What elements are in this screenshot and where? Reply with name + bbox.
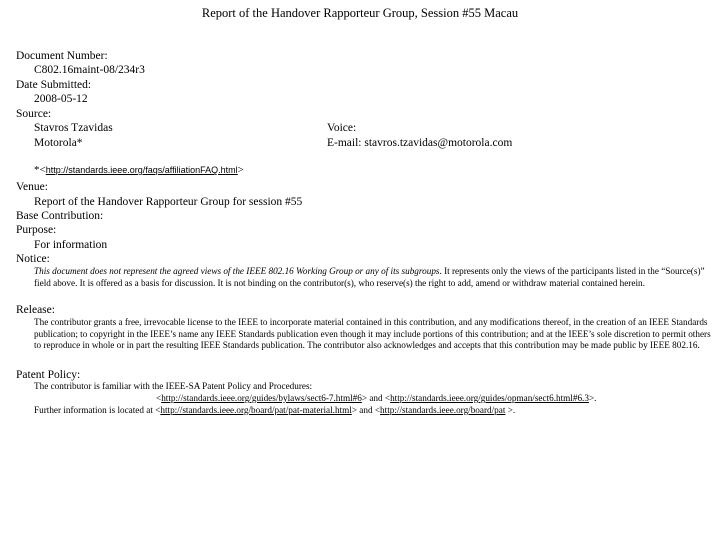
notice-italic: This document does not represent the agreed views of the IEEE 802.16 Working Group or any of its subgroups	[34, 266, 440, 276]
purpose-value: For information	[34, 239, 108, 251]
affiliation-faq-link[interactable]: http://standards.ieee.org/faqs/affiliationFAQ.html	[45, 165, 238, 175]
source-label: Source:	[16, 108, 52, 120]
patent-policy-label: Patent Policy:	[16, 369, 81, 381]
opman-link[interactable]: http://standards.ieee.org/guides/opman/sect6.html#6.3	[390, 393, 589, 403]
affiliation-note-prefix: *<	[34, 164, 46, 176]
bylaws-link[interactable]: http://standards.ieee.org/guides/bylaws/sect6-7.html#6	[161, 393, 362, 403]
affiliation-note-suffix: >	[237, 164, 244, 176]
further-end: >.	[505, 405, 516, 415]
patent-policy-line1: The contributor is familiar with the IEEE-SA Patent Policy and Procedures:	[34, 381, 313, 391]
further-info-line	[34, 405, 515, 417]
patent-policy-line2	[156, 393, 596, 405]
patent-and: > and <	[361, 393, 391, 403]
purpose-label: Purpose:	[16, 224, 57, 236]
notice-label: Notice:	[16, 253, 50, 265]
doc-number-value: C802.16maint-08/234r3	[34, 64, 145, 76]
release-text: The contributor grants a free, irrevocable license to the IEEE to incorporate material contained in this contribution, and any modifications thereof, in the creation of an IEEE Standards publication; to copyright in the IEEE’s name any IEEE Standards publication even though it may include portions of this contribution; and at the IEEE’s sole discretion to permit others to reproduce in whole or in part the resulting IEEE Standards publication. The contributor also acknowledges and accepts that this contribution may be made public by IEEE 802.16.	[34, 317, 711, 351]
author-affiliation: Motorola*	[34, 137, 83, 149]
date-value: 2008-05-12	[34, 93, 88, 105]
notice-rest: . It represents only the views of the participants listed in the “Source(s)” field above. It is offered as a basis for discussion. It is not binding on the contributor(s), who reserve(s) the right to add, amend or withdraw material contained herein.	[34, 266, 705, 288]
voice-label: Voice:	[327, 122, 357, 134]
affiliation-note	[34, 164, 244, 176]
date-label: Date Submitted:	[16, 79, 92, 91]
patent-end: >.	[588, 393, 597, 403]
release-label: Release:	[16, 304, 55, 316]
board-pat-link[interactable]: http://standards.ieee.org/board/pat	[380, 405, 506, 415]
base-contribution-label: Base Contribution:	[16, 210, 104, 222]
doc-number-label: Document Number:	[16, 50, 108, 62]
patent-lt: <	[156, 393, 162, 403]
venue-label: Venue:	[16, 181, 48, 193]
venue-value: Report of the Handover Rapporteur Group for session #55	[34, 196, 303, 208]
further-prefix: Further information is located at <	[34, 405, 161, 415]
further-and: > and <	[351, 405, 381, 415]
pat-material-link[interactable]: http://standards.ieee.org/board/pat/pat-material.html	[160, 405, 352, 415]
notice-text	[34, 266, 708, 289]
author-name: Stavros Tzavidas	[34, 122, 113, 134]
page-title: Report of the Handover Rapporteur Group, Session #55 Macau	[201, 6, 519, 20]
author-email: E-mail: stavros.tzavidas@motorola.com	[327, 137, 513, 149]
